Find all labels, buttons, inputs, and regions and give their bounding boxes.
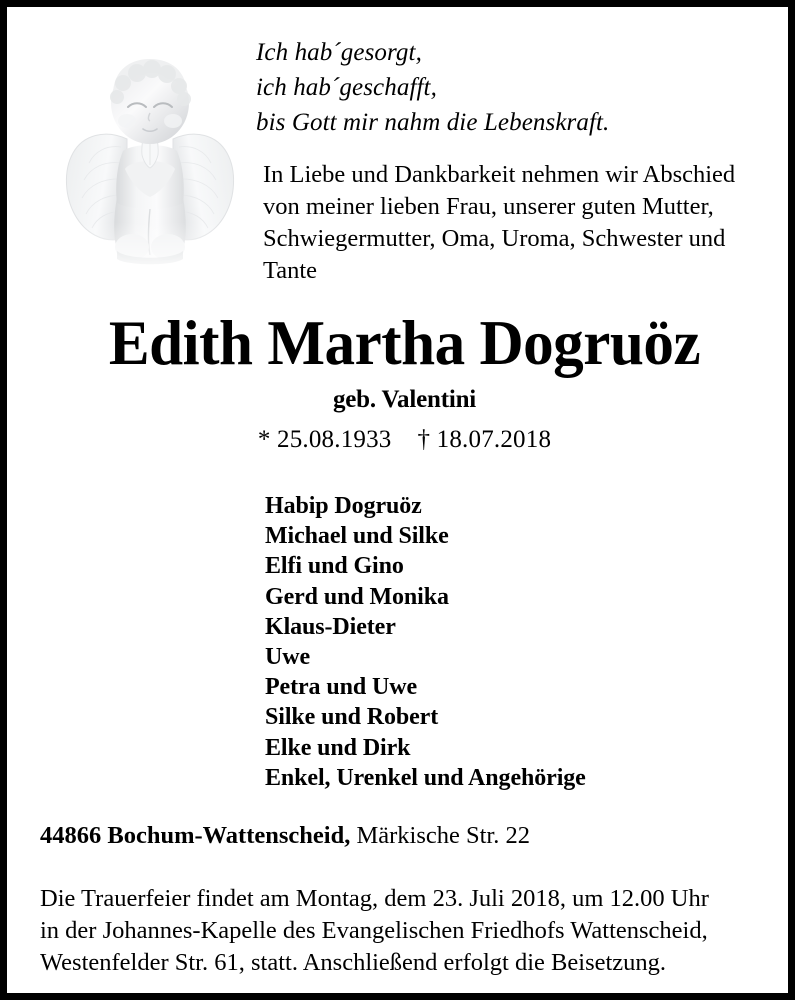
intro-line-1: In Liebe und Dankbarkeit nehmen wir Abschied <box>263 161 736 188</box>
verse-line-3: bis Gott mir nahm die Lebenskraft. <box>256 109 610 136</box>
list-item: Klaus-Dieter <box>265 613 396 640</box>
birth-symbol-icon: * <box>257 426 271 453</box>
deceased-name-block <box>7 307 795 456</box>
verse-line-2: ich hab´geschafft, <box>256 74 437 101</box>
address-city: 44866 Bochum-Wattenscheid, <box>40 822 351 849</box>
intro-line-4: Tante <box>263 257 318 284</box>
details-line-3: Westenfelder Str. 61, statt. Anschließend erfolgt die Beisetzung. <box>40 949 667 976</box>
birth-date: 25.08.1933 <box>277 426 392 453</box>
funeral-details <box>40 883 770 979</box>
list-item: Elfi und Gino <box>265 553 404 580</box>
death-symbol-icon: † <box>417 426 431 453</box>
list-item: Gerd und Monika <box>265 583 449 610</box>
memorial-verse <box>256 35 776 140</box>
list-item: Petra und Uwe <box>265 674 418 701</box>
intro-paragraph <box>263 159 770 287</box>
notice-inner <box>7 7 788 993</box>
deceased-maiden-name: geb. Valentini <box>332 386 477 413</box>
list-item: Uwe <box>265 644 311 671</box>
address-street: Märkische Str. 22 <box>350 822 530 849</box>
list-item: Elke und Dirk <box>265 734 411 761</box>
life-dates <box>7 424 795 456</box>
list-item: Michael und Silke <box>265 523 449 550</box>
intro-line-2: von meiner lieben Frau, unserer guten Mutter, <box>263 193 714 220</box>
list-item: Enkel, Urenkel und Angehörige <box>265 764 586 791</box>
deceased-name: Edith Martha Dogruöz <box>108 308 701 378</box>
mourners-list <box>265 491 745 793</box>
list-item: Habip Dogruöz <box>265 493 422 519</box>
intro-line-3: Schwiegermutter, Oma, Uroma, Schwester und <box>263 225 726 252</box>
verse-line-1: Ich hab´gesorgt, <box>256 39 422 66</box>
list-item: Silke und Robert <box>265 704 439 731</box>
death-date: 18.07.2018 <box>436 426 552 453</box>
details-line-1: Die Trauerfeier findet am Montag, dem 23. Juli 2018, um 12.00 Uhr <box>40 885 709 912</box>
address-line <box>40 821 770 851</box>
praying-angel-statue-icon <box>55 47 245 282</box>
details-line-2: in der Johannes-Kapelle des Evangelischen Friedhofs Wattenscheid, <box>40 917 708 944</box>
